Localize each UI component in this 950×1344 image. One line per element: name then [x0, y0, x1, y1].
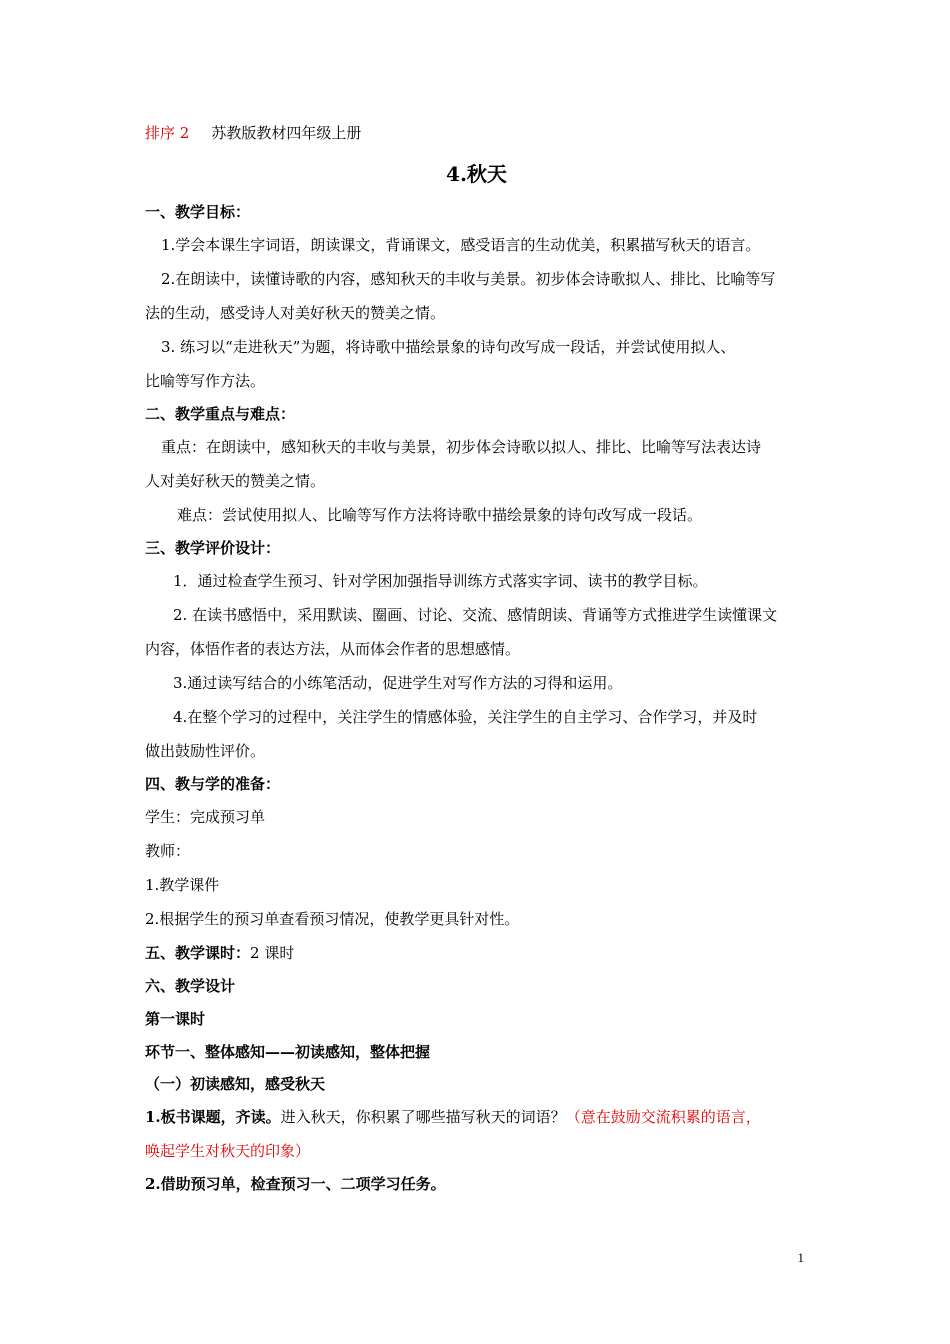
goal-2-line-2: 法的生动，感受诗人对美好秋天的赞美之情。	[145, 304, 446, 322]
lessons-value: 2 课时	[250, 944, 295, 962]
prep-teacher: 教师：	[145, 842, 191, 860]
section-heading-focus: 二、教学重点与难点：	[145, 405, 296, 423]
page-number: 1	[797, 1250, 804, 1265]
evaluation-1: 1．通过检查学生预习、针对学困加强指导训练方式落实字词、读书的教学目标。	[173, 572, 708, 590]
item-1-note-a: （意在鼓励交流积累的语言，	[565, 1108, 761, 1126]
item-1-bold: 1.板书课题，齐读。	[145, 1108, 281, 1126]
evaluation-3: 3.通过读写结合的小练笔活动，促进学生对写作方法的习得和运用。	[173, 674, 623, 692]
section-lessons	[145, 936, 808, 970]
section-heading-design: 六、教学设计	[145, 977, 236, 995]
item-2: 2.借助预习单，检查预习一、二项学习任务。	[145, 1175, 446, 1193]
section-heading-goals: 一、教学目标：	[145, 203, 251, 221]
section-heading-evaluation: 三、教学评价设计：	[145, 539, 281, 557]
focus-difficulty: 难点：尝试使用拟人、比喻等写作方法将诗歌中描绘景象的诗句改写成一段话。	[177, 506, 703, 524]
evaluation-2-line-1: 2. 在读书感悟中，采用默读、圈画、讨论、交流、感情朗读、背诵等方式推进学生读懂课文	[173, 606, 778, 624]
prep-teacher-2: 2.根据学生的预习单查看预习情况，使教学更具针对性。	[145, 910, 520, 928]
textbook-label: 苏教版教材四年级上册	[211, 124, 362, 142]
item-1-note-b: 唤起学生对秋天的印象）	[145, 1142, 311, 1160]
section-heading-lessons: 五、教学课时：	[145, 944, 251, 962]
page-title: 4.秋天	[446, 162, 507, 186]
step-1-title: 环节一、整体感知——初读感知，整体把握	[145, 1043, 431, 1061]
section-heading-preparation: 四、教与学的准备：	[145, 775, 281, 793]
evaluation-4-line-1: 4.在整个学习的过程中，关注学生的情感体验，关注学生的自主学习、合作学习，并及时	[173, 708, 758, 726]
focus-key-line-1: 重点：在朗读中，感知秋天的丰收与美景，初步体会诗歌以拟人、排比、比喻等写法表达诗	[161, 438, 762, 456]
order-label: 排序 2	[145, 124, 190, 142]
goal-1: 1.学会本课生字词语，朗读课文，背诵课文，感受语言的生动优美，积累描写秋天的语言。	[161, 236, 761, 254]
focus-key-line-2: 人对美好秋天的赞美之情。	[145, 472, 326, 490]
step-1-subtitle: （一）初读感知，感受秋天	[145, 1075, 326, 1093]
goal-3-line-2: 比喻等写作方法。	[145, 372, 266, 390]
goal-3-line-1: 3. 练习以“走进秋天”为题，将诗歌中描绘景象的诗句改写成一段话，并尝试使用拟人、	[161, 338, 736, 356]
lesson-1-title: 第一课时	[145, 1010, 206, 1028]
prep-teacher-1: 1.教学课件	[145, 876, 220, 894]
goal-2-line-1: 2.在朗读中，读懂诗歌的内容，感知秋天的丰收与美景。初步体会诗歌拟人、排比、比喻等写	[161, 270, 776, 288]
prep-student: 学生：完成预习单	[145, 808, 266, 826]
page-content	[145, 122, 808, 1200]
item-1-line-1	[145, 1100, 808, 1134]
item-1-text: 进入秋天，你积累了哪些描写秋天的词语？	[280, 1108, 566, 1126]
evaluation-4-line-2: 做出鼓励性评价。	[145, 742, 266, 760]
header-line	[145, 122, 808, 146]
evaluation-2-line-2: 内容，体悟作者的表达方法，从而体会作者的思想感情。	[145, 640, 521, 658]
